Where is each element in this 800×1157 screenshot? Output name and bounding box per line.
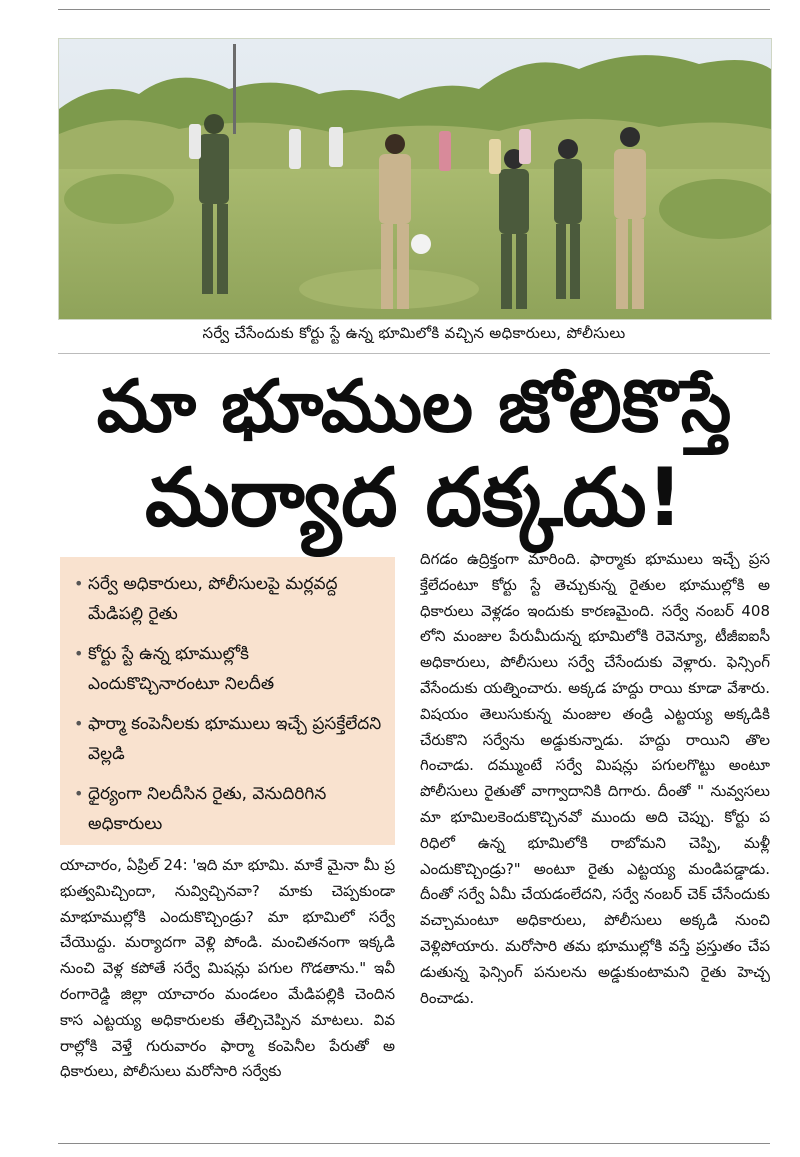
article-body-left: యాచారం, ఏప్రిల్ 24: 'ఇది మా భూమి. మాకే మైనా మీ ప్రభుత్వమిచ్చిందా, నువ్విచ్చినవా? మాకు చెప్పకుండా మాభూముల్లోకి ఎందుకొచ్చిండ్రు? మా భూమిలో సర్వే చేయొద్దు. మర్యాదగా వెళ్లి పోండి. మంచితనంగా ఇక్కడి నుంచి వెళ్ల కపోతే సర్వే మిషన్లు పగుల గొడతాను." ఇవీ రంగారెడ్డి జిల్లా యాచారం మండలం మేడిపల్లికి చెందిన కాస ఎట్టయ్య అధికారులకు తేల్చిచెప్పిన మాటలు. వివరాల్లోకి వెళ్తే గురువారం ఫార్మా కంపెనీల పేరుతో అధికారులు, పోలీసులు మరోసారి సర్వేకు <box>60 856 395 1081</box>
headline-line-1: మా భూముల జోలికొస్తే <box>96 364 732 448</box>
highlight-text: ఫార్మా కంపెనీలకు భూములు ఇచ్చే ప్రసక్తేలేదని వెల్లడి <box>88 714 382 764</box>
highlight-item <box>74 569 385 629</box>
bottom-rule <box>58 1143 770 1144</box>
highlights-box <box>60 557 395 845</box>
highlight-text: సర్వే అధికారులు, పోలీసులపై మర్లవద్ద మేడిపల్లి రైతు <box>88 574 338 624</box>
field-photo-icon <box>59 39 771 319</box>
article-body-right: దిగడం ఉద్రిక్తంగా మారింది. ఫార్మాకు భూములు ఇచ్చే ప్రసక్తేలేదంటూ కోర్టు స్టే తెచ్చుకున్న రైతుల భూముల్లోకి అధికారులు వెళ్లడం ఇందుకు కారణమైంది. సర్వే నంబర్ 408లోని మంజుల పేరుమీదున్న భూమిలోకి రెవెన్యూ, టీజీఐఐసీ అధికారులు, పోలీసులు సర్వే చేసేందుకు వెళ్లారు. ఫెన్సింగ్ వేసేందుకు యత్నించారు. అక్కడ హద్దు రాయి కూడా వేశారు. విషయం తెలుసుకున్న మంజుల తండ్రి ఎట్టయ్య అక్కడికి చేరుకొని సర్వేను అడ్డుకున్నాడు. హద్దు రాయిని తొలగించాడు. దమ్ముంటే సర్వే మిషన్లు పగులగొట్టు అంటూ పోలీసులు రైతుతో వాగ్వాదానికి దిగారు. దీంతో " నువ్వసలు మా భూమిలకెందుకొచ్చినవో ముందు అది చెప్పు. కోర్టు పరిధిలో ఉన్న భూమిలోకి రాబోమని చెప్పి, మళ్లీ ఎందుకొచ్చిండ్రు?" అంటూ రైతు ఎట్టయ్య మండిపడ్డాడు. దీంతో సర్వే ఏమీ చేయడంలేదని, సర్వే నంబర్ చెక్ చేసేందుకు వచ్చామంటూ అధికారులు, పోలీసులు అక్కడి నుంచి వెళ్లిపోయారు. మరోసారి తమ భూముల్లోకి వస్తే ప్రస్తుతం చేపడుతున్న ఫెన్సింగ్ పనులను అడ్డుకుంటామని రైతు హెచ్చరించాడు. <box>420 550 770 1007</box>
headline-line-2: మర్యాద దక్కదు! <box>144 451 684 544</box>
bullet-icon: • <box>74 784 84 803</box>
highlight-text: కోర్టు స్టే ఉన్న భూముల్లోకి ఎందుకొచ్చినారంటూ నిలదీత <box>88 644 275 694</box>
bullet-icon: • <box>74 644 84 663</box>
photo-caption: సర్వే చేసేందుకు కోర్టు స్టే ఉన్న భూమిలోకి వచ్చిన అధికారులు, పోలీసులు <box>202 324 626 342</box>
news-photo <box>58 38 772 320</box>
highlight-item <box>74 709 385 769</box>
bullet-icon: • <box>74 714 84 733</box>
highlight-text: ధైర్యంగా నిలదీసిన రైతు, వెనుదిరిగిన అధికారులు <box>88 784 327 834</box>
highlight-item <box>74 639 385 699</box>
bullet-icon: • <box>74 574 84 593</box>
highlight-item <box>74 779 385 839</box>
top-rule <box>58 9 770 10</box>
caption-divider <box>58 353 770 354</box>
